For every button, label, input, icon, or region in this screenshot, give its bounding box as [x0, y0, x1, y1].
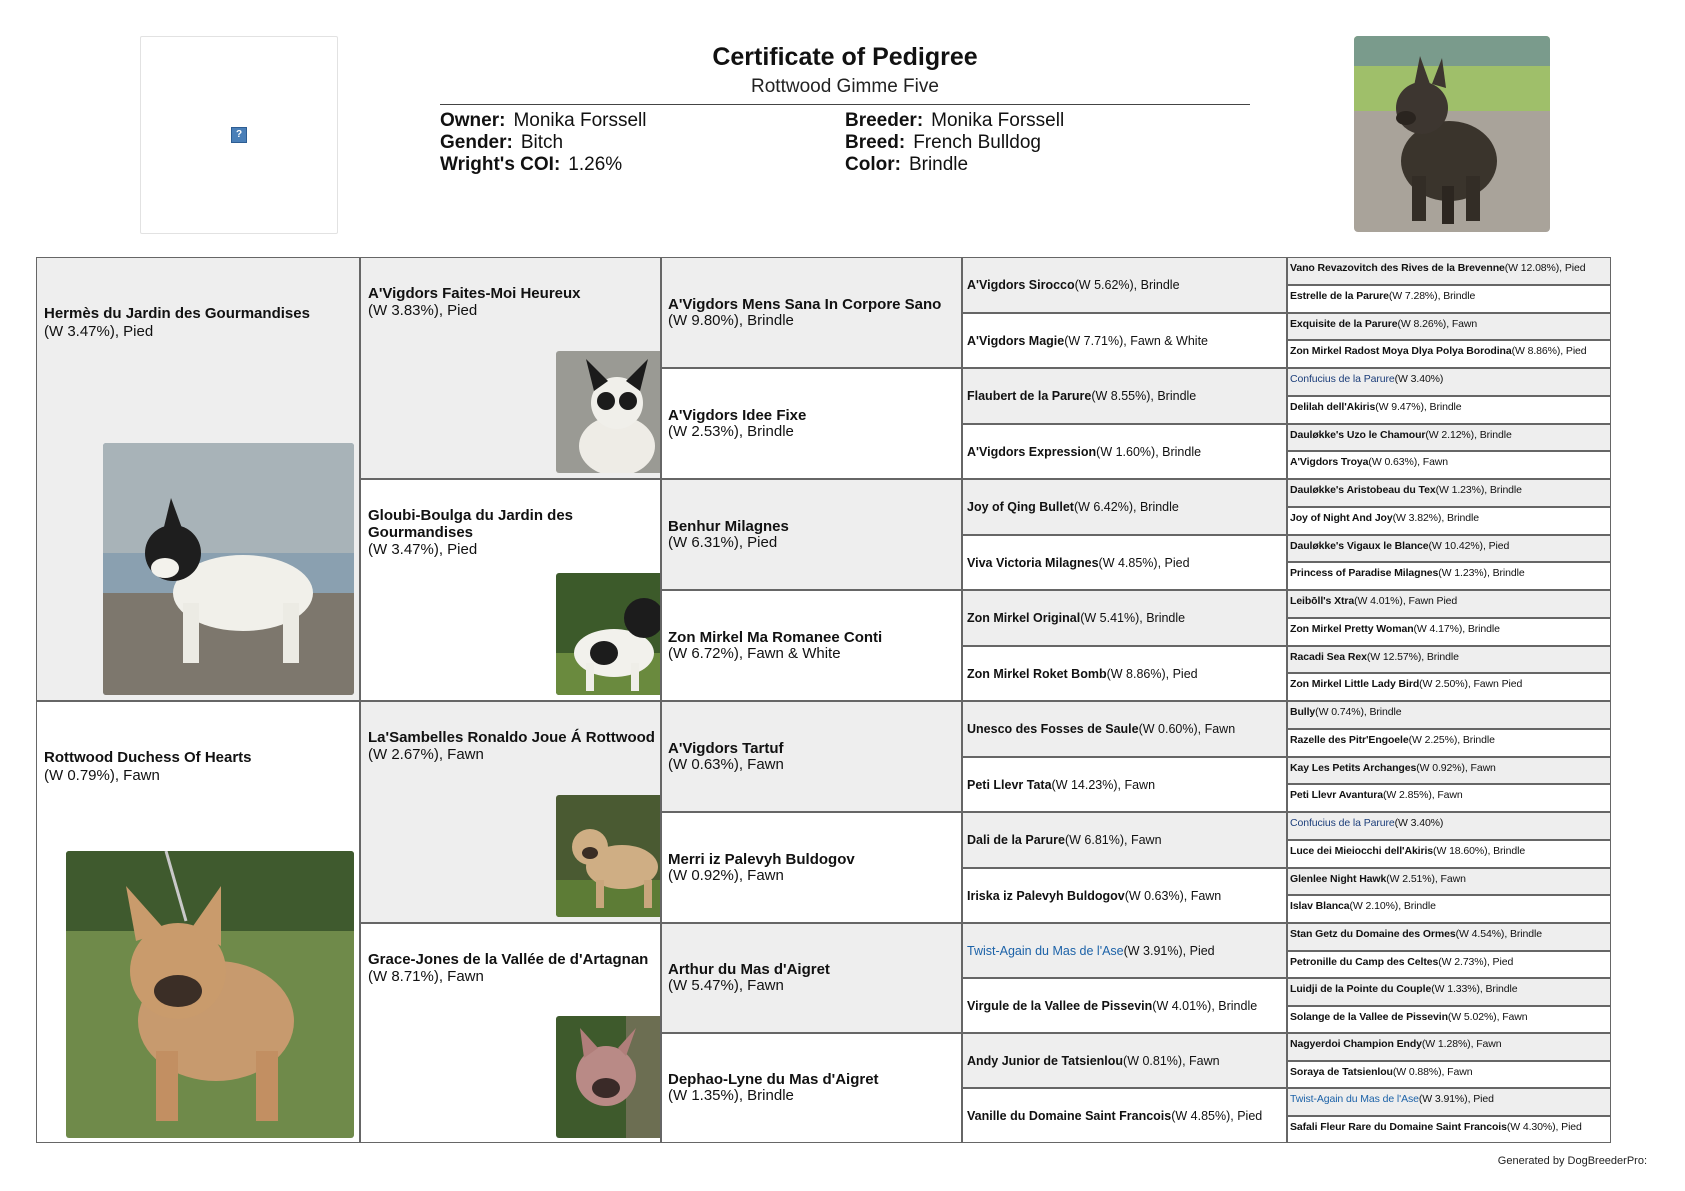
- g3-cell: [661, 590, 962, 701]
- g5-name: Dauløkke's Uzo le Chamour: [1290, 429, 1426, 441]
- g4-info: (W 6.81%), Fawn: [1064, 833, 1162, 847]
- g5-info: (W 0.63%), Fawn: [1368, 456, 1449, 468]
- sire-info: (W 3.47%), Pied: [44, 323, 154, 340]
- g3-name: A'Vigdors Mens Sana In Corpore Sano: [668, 295, 942, 313]
- g3-info: (W 1.35%), Brindle: [668, 1087, 794, 1104]
- g2-info: (W 8.71%), Fawn: [368, 968, 484, 985]
- g2-cell: [360, 479, 661, 701]
- g3-name: A'Vigdors Idee Fixe: [668, 406, 807, 424]
- g2-photo: [556, 1016, 661, 1138]
- g5-cell: [1287, 1033, 1611, 1061]
- coi-value: 1.26%: [568, 154, 623, 175]
- g5-cell: [1287, 868, 1611, 895]
- g2-name: Gloubi-Boulga du Jardin des Gourmandises: [368, 507, 574, 541]
- g4-cell: [962, 646, 1287, 701]
- g4-name: Vanille du Domaine Saint Francois: [967, 1108, 1172, 1123]
- g5-name: Dauløkke's Vigaux le Blance: [1290, 540, 1429, 552]
- g3-name: Zon Mirkel Ma Romanee Conti: [668, 628, 883, 646]
- g5-name: Luidji de la Pointe du Couple: [1290, 983, 1432, 995]
- g5-info: (W 10.42%), Pied: [1428, 540, 1510, 552]
- g5-info: (W 1.23%), Brindle: [1435, 484, 1522, 496]
- g2-info: (W 3.47%), Pied: [368, 541, 478, 558]
- g4-cell: [962, 424, 1287, 479]
- dam-name: Rottwood Duchess Of Hearts: [44, 749, 252, 766]
- g5-name: Dauløkke's Aristobeau du Tex: [1290, 484, 1436, 496]
- g3-cell: [661, 368, 962, 479]
- kennel-logo-placeholder: [140, 36, 338, 234]
- g5-cell: [1287, 368, 1611, 396]
- g5-cell: [1287, 1061, 1611, 1088]
- g5-info: (W 9.47%), Brindle: [1375, 401, 1462, 413]
- g5-cell: [1287, 424, 1611, 451]
- g2-photo: [556, 795, 661, 917]
- g5-name: Kay Les Petits Archanges: [1290, 762, 1417, 774]
- breeder-row: [845, 110, 1064, 132]
- g5-info: (W 0.92%), Fawn: [1416, 762, 1496, 774]
- g5-info: (W 1.33%), Brindle: [1431, 983, 1518, 995]
- g5-cell: [1287, 729, 1611, 757]
- g3-cell: [661, 812, 962, 923]
- breed-label: Breed:: [845, 132, 906, 153]
- g5-cell: [1287, 562, 1611, 590]
- g5-info: (W 3.40%): [1394, 817, 1444, 829]
- g2-cell: [360, 257, 661, 479]
- g4-name: Virgule de la Vallee de Pissevin: [967, 998, 1153, 1013]
- g4-name: Andy Junior de Tatsienlou: [967, 1053, 1124, 1068]
- g5-cell: [1287, 812, 1611, 840]
- g5-cell: [1287, 673, 1611, 701]
- g5-cell: [1287, 646, 1611, 673]
- g5-info: (W 18.60%), Brindle: [1433, 845, 1526, 857]
- info-right: [845, 110, 1064, 176]
- footer-credit: Generated by DogBreederPro:: [1497, 1155, 1647, 1167]
- g5-name: Estrelle de la Parure: [1290, 290, 1389, 302]
- g5-cell: [1287, 618, 1611, 646]
- g5-cell: [1287, 451, 1611, 479]
- g4-name: Zon Mirkel Roket Bomb: [967, 666, 1107, 681]
- g5-cell: [1287, 285, 1611, 313]
- g4-info: (W 0.81%), Fawn: [1123, 1053, 1220, 1068]
- g5-name: Vano Revazovitch des Rives de la Brevenne: [1290, 262, 1505, 274]
- g4-cell: [962, 757, 1287, 812]
- g4-cell: [962, 1033, 1287, 1088]
- g5-cell: [1287, 757, 1611, 784]
- g5-name: Zon Mirkel Pretty Woman: [1290, 623, 1414, 635]
- g5-info: (W 2.10%), Brindle: [1349, 900, 1436, 912]
- g4-name: Dali de la Parure: [967, 833, 1065, 847]
- g4-name: Zon Mirkel Original: [967, 611, 1081, 625]
- g5-cell: [1287, 978, 1611, 1006]
- g5-cell: [1287, 590, 1611, 618]
- g3-name: A'Vigdors Tartuf: [668, 739, 784, 757]
- g4-name: Iriska iz Palevyh Buldogov: [967, 888, 1125, 903]
- g4-cell: [962, 812, 1287, 868]
- g5-name-link[interactable]: Twist-Again du Mas de l'Ase: [1290, 1093, 1419, 1105]
- g3-info: (W 0.63%), Fawn: [668, 755, 784, 773]
- dog-name-subtitle: Rottwood Gimme Five: [751, 76, 939, 97]
- g5-cell: [1287, 507, 1611, 535]
- coi-row: [440, 154, 647, 176]
- g5-cell: [1287, 1088, 1611, 1116]
- breed-row: [845, 132, 1064, 154]
- g4-cell: [962, 257, 1287, 313]
- g5-name: Leibōll's Xtra: [1290, 595, 1355, 607]
- g3-info: (W 2.53%), Brindle: [668, 422, 794, 440]
- g3-name: Arthur du Mas d'Aigret: [668, 961, 830, 978]
- gender-value: Bitch: [520, 132, 564, 153]
- g4-cell: [962, 535, 1287, 590]
- g4-cell: [962, 701, 1287, 757]
- g5-info: (W 2.25%), Brindle: [1408, 734, 1495, 746]
- g4-name: A'Vigdors Expression: [967, 444, 1097, 459]
- g4-info: (W 1.60%), Brindle: [1096, 444, 1202, 459]
- g5-name: Razelle des Pitr'Engoele: [1290, 734, 1409, 746]
- g5-name: Racadi Sea Rex: [1290, 651, 1367, 663]
- g4-name: A'Vigdors Magie: [967, 333, 1065, 348]
- g5-info: (W 2.73%), Pied: [1438, 956, 1514, 968]
- g4-info: (W 5.62%), Brindle: [1074, 278, 1180, 292]
- g5-name: Stan Getz du Domaine des Ormes: [1290, 928, 1456, 940]
- g2-name: La'Sambelles Ronaldo Joue Á Rottwood: [368, 729, 655, 746]
- g4-cell: [962, 590, 1287, 646]
- g2-info: (W 2.67%), Fawn: [368, 746, 484, 763]
- owner-row: [440, 110, 647, 132]
- g5-cell: [1287, 340, 1611, 368]
- g5-name: Nagyerdoi Champion Endy: [1290, 1038, 1422, 1050]
- sire-photo: [103, 443, 354, 695]
- g5-info: (W 4.01%), Fawn Pied: [1354, 595, 1458, 607]
- g5-info: (W 2.85%), Fawn: [1383, 789, 1463, 801]
- g4-cell: [962, 368, 1287, 424]
- g5-name: Delilah dell'Akiris: [1290, 401, 1376, 413]
- g5-name-link[interactable]: Confucius de la Parure: [1290, 373, 1395, 385]
- g5-cell: [1287, 784, 1611, 812]
- g5-cell: [1287, 840, 1611, 868]
- g2-name: A'Vigdors Faites-Moi Heureux: [368, 285, 581, 302]
- gender-row: [440, 132, 647, 154]
- title-divider: [440, 104, 1250, 105]
- g2-name: Grace-Jones de la Vallée de d'Artagnan: [368, 951, 649, 968]
- g5-info: (W 0.74%), Brindle: [1315, 706, 1402, 718]
- broken-image-icon: ?: [231, 127, 247, 143]
- g5-cell: [1287, 701, 1611, 729]
- g4-info: (W 0.63%), Fawn: [1124, 888, 1222, 903]
- g5-info: (W 4.17%), Brindle: [1413, 623, 1500, 635]
- g5-info: (W 3.40%): [1394, 373, 1444, 385]
- g3-name: Benhur Milagnes: [668, 517, 789, 535]
- g5-name: Soraya de Tatsienlou: [1290, 1066, 1393, 1078]
- coi-label: Wright's COI:: [440, 154, 561, 175]
- g4-info: (W 0.60%), Fawn: [1138, 722, 1236, 736]
- g5-cell: [1287, 257, 1611, 285]
- gender-label: Gender:: [440, 132, 513, 153]
- g4-cell: [962, 868, 1287, 923]
- g4-cell: [962, 923, 1287, 978]
- breeder-label: Breeder:: [845, 110, 924, 131]
- g3-name: Merri iz Palevyh Buldogov: [668, 850, 855, 868]
- dam-info: (W 0.79%), Fawn: [44, 767, 160, 784]
- g5-info: (W 5.02%), Fawn: [1447, 1011, 1528, 1023]
- g2-info: (W 3.83%), Pied: [368, 302, 478, 319]
- g5-cell: [1287, 535, 1611, 562]
- info-left: [440, 110, 647, 176]
- g5-info: (W 2.50%), Fawn Pied: [1419, 678, 1523, 690]
- g4-name: Unesco des Fosses de Saule: [967, 722, 1139, 736]
- g5-name: Luce dei Mieiocchi dell'Akiris: [1290, 845, 1434, 857]
- g5-name: Zon Mirkel Radost Moya Dlya Polya Borodina: [1290, 345, 1512, 357]
- sire-name: Hermès du Jardin des Gourmandises: [44, 305, 310, 322]
- g4-cell: [962, 978, 1287, 1033]
- sire-cell: [36, 257, 360, 701]
- page-title: Certificate of Pedigree: [712, 43, 978, 71]
- breed-value: French Bulldog: [913, 132, 1041, 153]
- g5-name: Islav Blanca: [1290, 900, 1350, 912]
- g4-cell: [962, 313, 1287, 368]
- g3-cell: [661, 479, 962, 590]
- g2-photo: [556, 351, 661, 473]
- g4-info: (W 4.85%), Pied: [1171, 1108, 1263, 1123]
- g5-name: Peti Llevr Avantura: [1290, 789, 1384, 801]
- g5-info: (W 3.82%), Brindle: [1392, 512, 1479, 524]
- g4-info: (W 8.86%), Pied: [1106, 666, 1198, 681]
- g5-cell: [1287, 479, 1611, 507]
- color-label: Color:: [845, 154, 901, 175]
- g4-name: Peti Llevr Tata: [967, 777, 1052, 792]
- dam-photo: [66, 851, 354, 1138]
- g5-cell: [1287, 396, 1611, 424]
- g4-info: (W 5.41%), Brindle: [1080, 611, 1186, 625]
- g5-cell: [1287, 313, 1611, 340]
- g3-info: (W 0.92%), Fawn: [668, 866, 784, 884]
- g4-info: (W 8.55%), Brindle: [1091, 389, 1197, 403]
- main-dog-photo: [1354, 36, 1550, 232]
- g5-info: (W 1.28%), Fawn: [1421, 1038, 1502, 1050]
- g3-info: (W 9.80%), Brindle: [668, 311, 794, 329]
- g4-info: (W 3.91%), Pied: [1123, 943, 1215, 958]
- color-value: Brindle: [908, 154, 969, 175]
- g4-cell: [962, 479, 1287, 535]
- g2-cell: [360, 923, 661, 1143]
- g5-name: Exquisite de la Parure: [1290, 318, 1398, 330]
- owner-value: Monika Forssell: [513, 110, 647, 131]
- g3-info: (W 6.31%), Pied: [668, 533, 778, 551]
- g5-info: (W 3.91%), Pied: [1418, 1093, 1494, 1105]
- g5-name: Safali Fleur Rare du Domaine Saint Francois: [1290, 1121, 1507, 1133]
- pedigree-chart: [36, 257, 1654, 1143]
- g4-cell: [962, 1088, 1287, 1143]
- g5-info: (W 7.28%), Brindle: [1388, 290, 1476, 302]
- g5-info: (W 8.26%), Fawn: [1397, 318, 1478, 330]
- g5-info: (W 0.88%), Fawn: [1392, 1066, 1473, 1078]
- g5-name: A'Vigdors Troya: [1290, 456, 1369, 468]
- g2-photo: [556, 573, 661, 695]
- g5-cell: [1287, 951, 1611, 978]
- g5-info: (W 2.12%), Brindle: [1425, 429, 1512, 441]
- g3-cell: [661, 257, 962, 368]
- g4-info: (W 7.71%), Fawn & White: [1064, 333, 1209, 348]
- g4-name: Flaubert de la Parure: [967, 389, 1092, 403]
- g5-info: (W 8.86%), Pied: [1511, 345, 1587, 357]
- breeder-value: Monika Forssell: [931, 110, 1065, 131]
- g5-info: (W 12.57%), Brindle: [1366, 651, 1459, 663]
- g5-cell: [1287, 1116, 1611, 1143]
- color-row: [845, 154, 1064, 176]
- g5-name: Petronille du Camp des Celtes: [1290, 956, 1439, 968]
- dam-cell: [36, 701, 360, 1143]
- g5-info: (W 1.23%), Brindle: [1438, 567, 1525, 579]
- g4-info: (W 14.23%), Fawn: [1051, 777, 1156, 792]
- g5-name-link[interactable]: Confucius de la Parure: [1290, 817, 1395, 829]
- g3-cell: [661, 1033, 962, 1143]
- g5-info: (W 4.54%), Brindle: [1455, 928, 1542, 940]
- g4-name-link[interactable]: Twist-Again du Mas de l'Ase: [967, 943, 1124, 958]
- g4-info: (W 4.85%), Pied: [1098, 555, 1190, 570]
- g3-name: Dephao-Lyne du Mas d'Aigret: [668, 1071, 879, 1088]
- g5-name: Glenlee Night Hawk: [1290, 873, 1387, 885]
- g5-name: Joy of Night And Joy: [1290, 512, 1393, 524]
- g2-cell: [360, 701, 661, 923]
- g5-info: (W 12.08%), Pied: [1504, 262, 1586, 274]
- g4-name: A'Vigdors Sirocco: [967, 278, 1075, 292]
- g5-cell: [1287, 923, 1611, 951]
- g3-info: (W 6.72%), Fawn & White: [668, 644, 841, 662]
- g5-name: Bully: [1290, 706, 1316, 718]
- g4-name: Viva Victoria Milagnes: [967, 555, 1099, 570]
- g4-info: (W 4.01%), Brindle: [1152, 998, 1258, 1013]
- g5-name: Princess of Paradise Milagnes: [1290, 567, 1439, 579]
- g3-cell: [661, 923, 962, 1033]
- g5-cell: [1287, 895, 1611, 923]
- g3-info: (W 5.47%), Fawn: [668, 977, 784, 994]
- g5-cell: [1287, 1006, 1611, 1033]
- g5-info: (W 2.51%), Fawn: [1386, 873, 1466, 885]
- owner-label: Owner:: [440, 110, 506, 131]
- g4-name: Joy of Qing Bullet: [967, 500, 1074, 514]
- g5-info: (W 4.30%), Pied: [1506, 1121, 1582, 1133]
- title-block: [440, 40, 1250, 100]
- g4-info: (W 6.42%), Brindle: [1073, 500, 1179, 514]
- g3-cell: [661, 701, 962, 812]
- g5-name: Solange de la Vallee de Pissevin: [1290, 1011, 1448, 1023]
- g5-name: Zon Mirkel Little Lady Bird: [1290, 678, 1420, 690]
